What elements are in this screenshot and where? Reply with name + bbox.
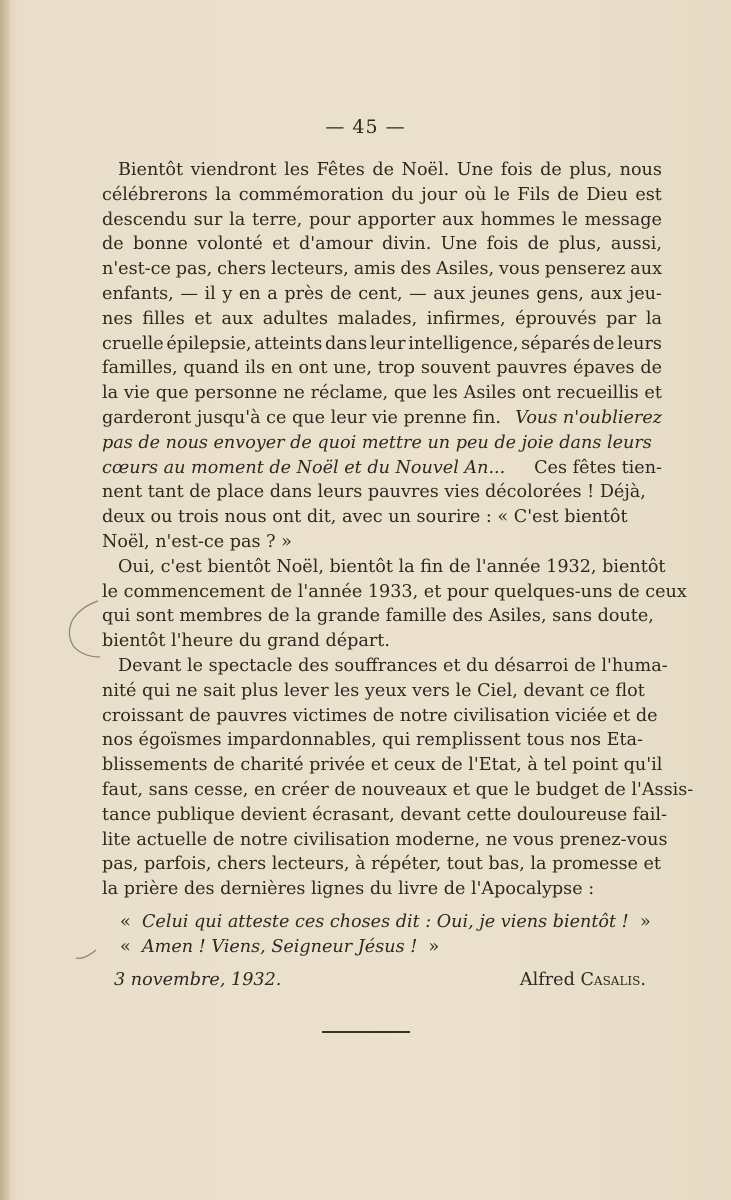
word: le bbox=[493, 184, 510, 205]
word: apporter bbox=[357, 209, 436, 230]
word: séparés bbox=[521, 333, 591, 354]
word: leurs bbox=[617, 333, 662, 354]
word: dans bbox=[325, 333, 368, 354]
word: nous bbox=[619, 160, 662, 180]
word: gens, bbox=[536, 283, 584, 304]
word: de bbox=[330, 283, 352, 304]
text-line: la prière des dernières lignes du livre de l'Apocalypse : bbox=[102, 879, 595, 900]
word: la bbox=[102, 383, 119, 404]
pencil-bracket-mark bbox=[60, 595, 120, 665]
text-line bbox=[102, 257, 662, 282]
word: amis bbox=[353, 259, 396, 280]
paragraph-3 bbox=[102, 654, 694, 877]
page-number: — 45 — bbox=[325, 116, 406, 138]
word: jeu- bbox=[628, 283, 662, 304]
text-line: faut, sans cesse, en créer de nouveaux et que le budget de l'Assis- bbox=[102, 779, 694, 800]
word: Bientôt bbox=[118, 160, 184, 180]
word: recueillis bbox=[556, 383, 639, 404]
word: pauvres bbox=[496, 358, 568, 379]
text-line bbox=[102, 282, 662, 307]
word: nes bbox=[102, 308, 133, 329]
text-line bbox=[102, 158, 662, 183]
word: de bbox=[540, 160, 562, 180]
word: ont bbox=[298, 358, 328, 379]
text-line bbox=[102, 356, 662, 381]
signature-row bbox=[114, 970, 646, 990]
word: divin. bbox=[381, 234, 432, 255]
text-line bbox=[102, 307, 662, 332]
word: chers bbox=[217, 259, 267, 280]
word: ne bbox=[283, 383, 305, 404]
word: réclame, bbox=[310, 383, 389, 404]
word: célébrerons bbox=[102, 184, 208, 205]
word: jour bbox=[421, 184, 458, 205]
word: le bbox=[561, 209, 578, 230]
word: vie bbox=[123, 383, 150, 404]
word: trop bbox=[377, 358, 416, 379]
word: commémoration bbox=[238, 184, 384, 205]
word: fois bbox=[500, 160, 533, 180]
text-line: le commencement de l'année 1933, et pour quelques-uns de ceux bbox=[102, 581, 687, 602]
word: Asiles, bbox=[436, 259, 495, 280]
text-line bbox=[102, 183, 662, 208]
word: leur bbox=[369, 333, 406, 354]
text-line: tance publique devient écrasant, devant cette douloureuse fail- bbox=[102, 804, 668, 825]
text-line: pas de nous envoyer de quoi mettre un peu de joie dans leurs bbox=[102, 432, 652, 453]
word: aussi, bbox=[610, 234, 662, 255]
quote-line-2: « Amen ! Viens, Seigneur Jésus ! » bbox=[120, 936, 440, 957]
word: Fils bbox=[517, 184, 550, 205]
word: lecteurs, bbox=[271, 259, 349, 280]
word: hommes bbox=[480, 209, 556, 230]
word: les bbox=[284, 160, 310, 180]
word: jeunes bbox=[471, 283, 530, 304]
word: éprouvés bbox=[515, 308, 597, 329]
word: est bbox=[635, 184, 662, 205]
word: la bbox=[215, 184, 232, 205]
word: Fêtes bbox=[316, 160, 365, 180]
word: descendu bbox=[102, 209, 187, 230]
word: de bbox=[640, 358, 662, 379]
word: aux bbox=[433, 283, 466, 304]
word: plus, bbox=[558, 234, 602, 255]
text-line: Oui, c'est bientôt Noël, bientôt la fin de l'année 1932, bientôt bbox=[118, 556, 666, 577]
text-line: cœurs au moment de Noël et du Nouvel An... Ces fêtes tien- bbox=[102, 457, 662, 478]
text-line bbox=[102, 381, 662, 406]
word: personne bbox=[194, 383, 278, 404]
word: de bbox=[527, 234, 550, 255]
word: — bbox=[409, 283, 427, 304]
word: y bbox=[222, 283, 233, 304]
text-line bbox=[102, 232, 662, 257]
word: où bbox=[464, 184, 487, 205]
word: filles bbox=[142, 308, 185, 329]
word: Une bbox=[456, 160, 494, 180]
word: une, bbox=[333, 358, 372, 379]
word: épaves bbox=[572, 358, 635, 379]
paragraph-1 bbox=[102, 158, 662, 406]
word: que bbox=[155, 383, 189, 404]
text-line: garderont jusqu'à ce que leur vie prenne fin. Vous n'oublierez bbox=[102, 407, 662, 428]
word: de bbox=[557, 184, 579, 205]
word: en bbox=[270, 358, 293, 379]
word: aux bbox=[441, 209, 474, 230]
word: plus, bbox=[569, 160, 613, 180]
page-binding-edge bbox=[0, 0, 10, 1200]
word: pour bbox=[309, 209, 351, 230]
word: Asiles bbox=[463, 383, 517, 404]
word: a bbox=[267, 283, 278, 304]
text-line bbox=[102, 208, 662, 233]
word: infirmes, bbox=[426, 308, 506, 329]
word: Une bbox=[440, 234, 478, 255]
word: aux bbox=[590, 283, 623, 304]
text-line: Devant le spectacle des souffrances et du désarroi de l'huma- bbox=[118, 655, 668, 676]
word: et bbox=[644, 383, 662, 404]
word: pas, bbox=[175, 259, 213, 280]
word: aux bbox=[221, 308, 254, 329]
text-line: bientôt l'heure du grand départ. bbox=[102, 631, 390, 652]
word: épilepsie, bbox=[166, 333, 252, 354]
word: la bbox=[229, 209, 246, 230]
word: d'amour bbox=[299, 234, 373, 255]
word: cruelle bbox=[102, 333, 164, 354]
word: n'est-ce bbox=[102, 259, 171, 280]
quote-line-1: « Celui qui atteste ces choses dit : Oui, je viens bientôt ! » bbox=[120, 911, 651, 932]
word: intelligence, bbox=[408, 333, 519, 354]
word: ils bbox=[244, 358, 266, 379]
text-line: nité qui ne sait plus lever les yeux vers le Ciel, devant ce flot bbox=[102, 680, 645, 701]
word: adultes bbox=[262, 308, 328, 329]
text-line: croissant de pauvres victimes de notre civilisation viciée et de bbox=[102, 705, 658, 726]
word: cent, bbox=[358, 283, 403, 304]
word: par bbox=[606, 308, 637, 329]
text-line: blissements de charité privée et ceux de l'Etat, à tel point qu'il bbox=[102, 755, 663, 776]
word: aux bbox=[630, 259, 662, 280]
word: volonté bbox=[197, 234, 263, 255]
word: des bbox=[400, 259, 432, 280]
word: terre, bbox=[251, 209, 303, 230]
word: sur bbox=[193, 209, 223, 230]
word: malades, bbox=[337, 308, 418, 329]
text-line: Noël, n'est-ce pas ? » bbox=[102, 531, 292, 552]
word: familles, bbox=[102, 358, 178, 379]
word: fois bbox=[486, 234, 519, 255]
word: bonne bbox=[133, 234, 188, 255]
word: souvent bbox=[420, 358, 491, 379]
word: ont bbox=[521, 383, 551, 404]
word: que bbox=[393, 383, 427, 404]
body-text bbox=[102, 158, 694, 960]
word: de bbox=[372, 160, 395, 180]
word: du bbox=[391, 184, 414, 205]
word: atteints bbox=[254, 333, 323, 354]
signature-date: 3 novembre, 1932. bbox=[114, 970, 282, 990]
word: — bbox=[180, 283, 198, 304]
word: quand bbox=[183, 358, 240, 379]
text-line: nos égoïsmes impardonnables, qui remplissent tous nos Eta- bbox=[102, 730, 643, 751]
word: penserez bbox=[544, 259, 626, 280]
word: message bbox=[584, 209, 662, 230]
word: la bbox=[645, 308, 662, 329]
word: enfants, bbox=[102, 283, 174, 304]
text-line: deux ou trois nous ont dit, avec un sourire : « C'est bientôt bbox=[102, 507, 628, 528]
text-line: qui sont membres de la grande famille des Asiles, sans doute, bbox=[102, 606, 654, 627]
word: Dieu bbox=[586, 184, 628, 205]
word: près bbox=[284, 283, 324, 304]
signature-author: Alfred Casalis. bbox=[519, 970, 646, 990]
word: et bbox=[194, 308, 212, 329]
word: il bbox=[204, 283, 216, 304]
text-line: nent tant de place dans leurs pauvres vies décolorées ! Déjà, bbox=[102, 482, 646, 503]
word: Noël. bbox=[401, 160, 450, 180]
text-line: lite actuelle de notre civilisation moderne, ne vous prenez-vous bbox=[102, 829, 668, 850]
pencil-tick-mark bbox=[74, 948, 98, 962]
closing-rule bbox=[322, 1031, 410, 1033]
word: les bbox=[432, 383, 458, 404]
word: vous bbox=[498, 259, 540, 280]
word: de bbox=[102, 234, 124, 255]
text-line bbox=[102, 332, 662, 357]
word: en bbox=[238, 283, 261, 304]
word: de bbox=[592, 333, 615, 354]
text-line: pas, parfois, chers lecteurs, à répéter, tout bas, la promesse et bbox=[102, 854, 661, 875]
word: et bbox=[272, 234, 290, 255]
word: viendront bbox=[190, 160, 277, 180]
